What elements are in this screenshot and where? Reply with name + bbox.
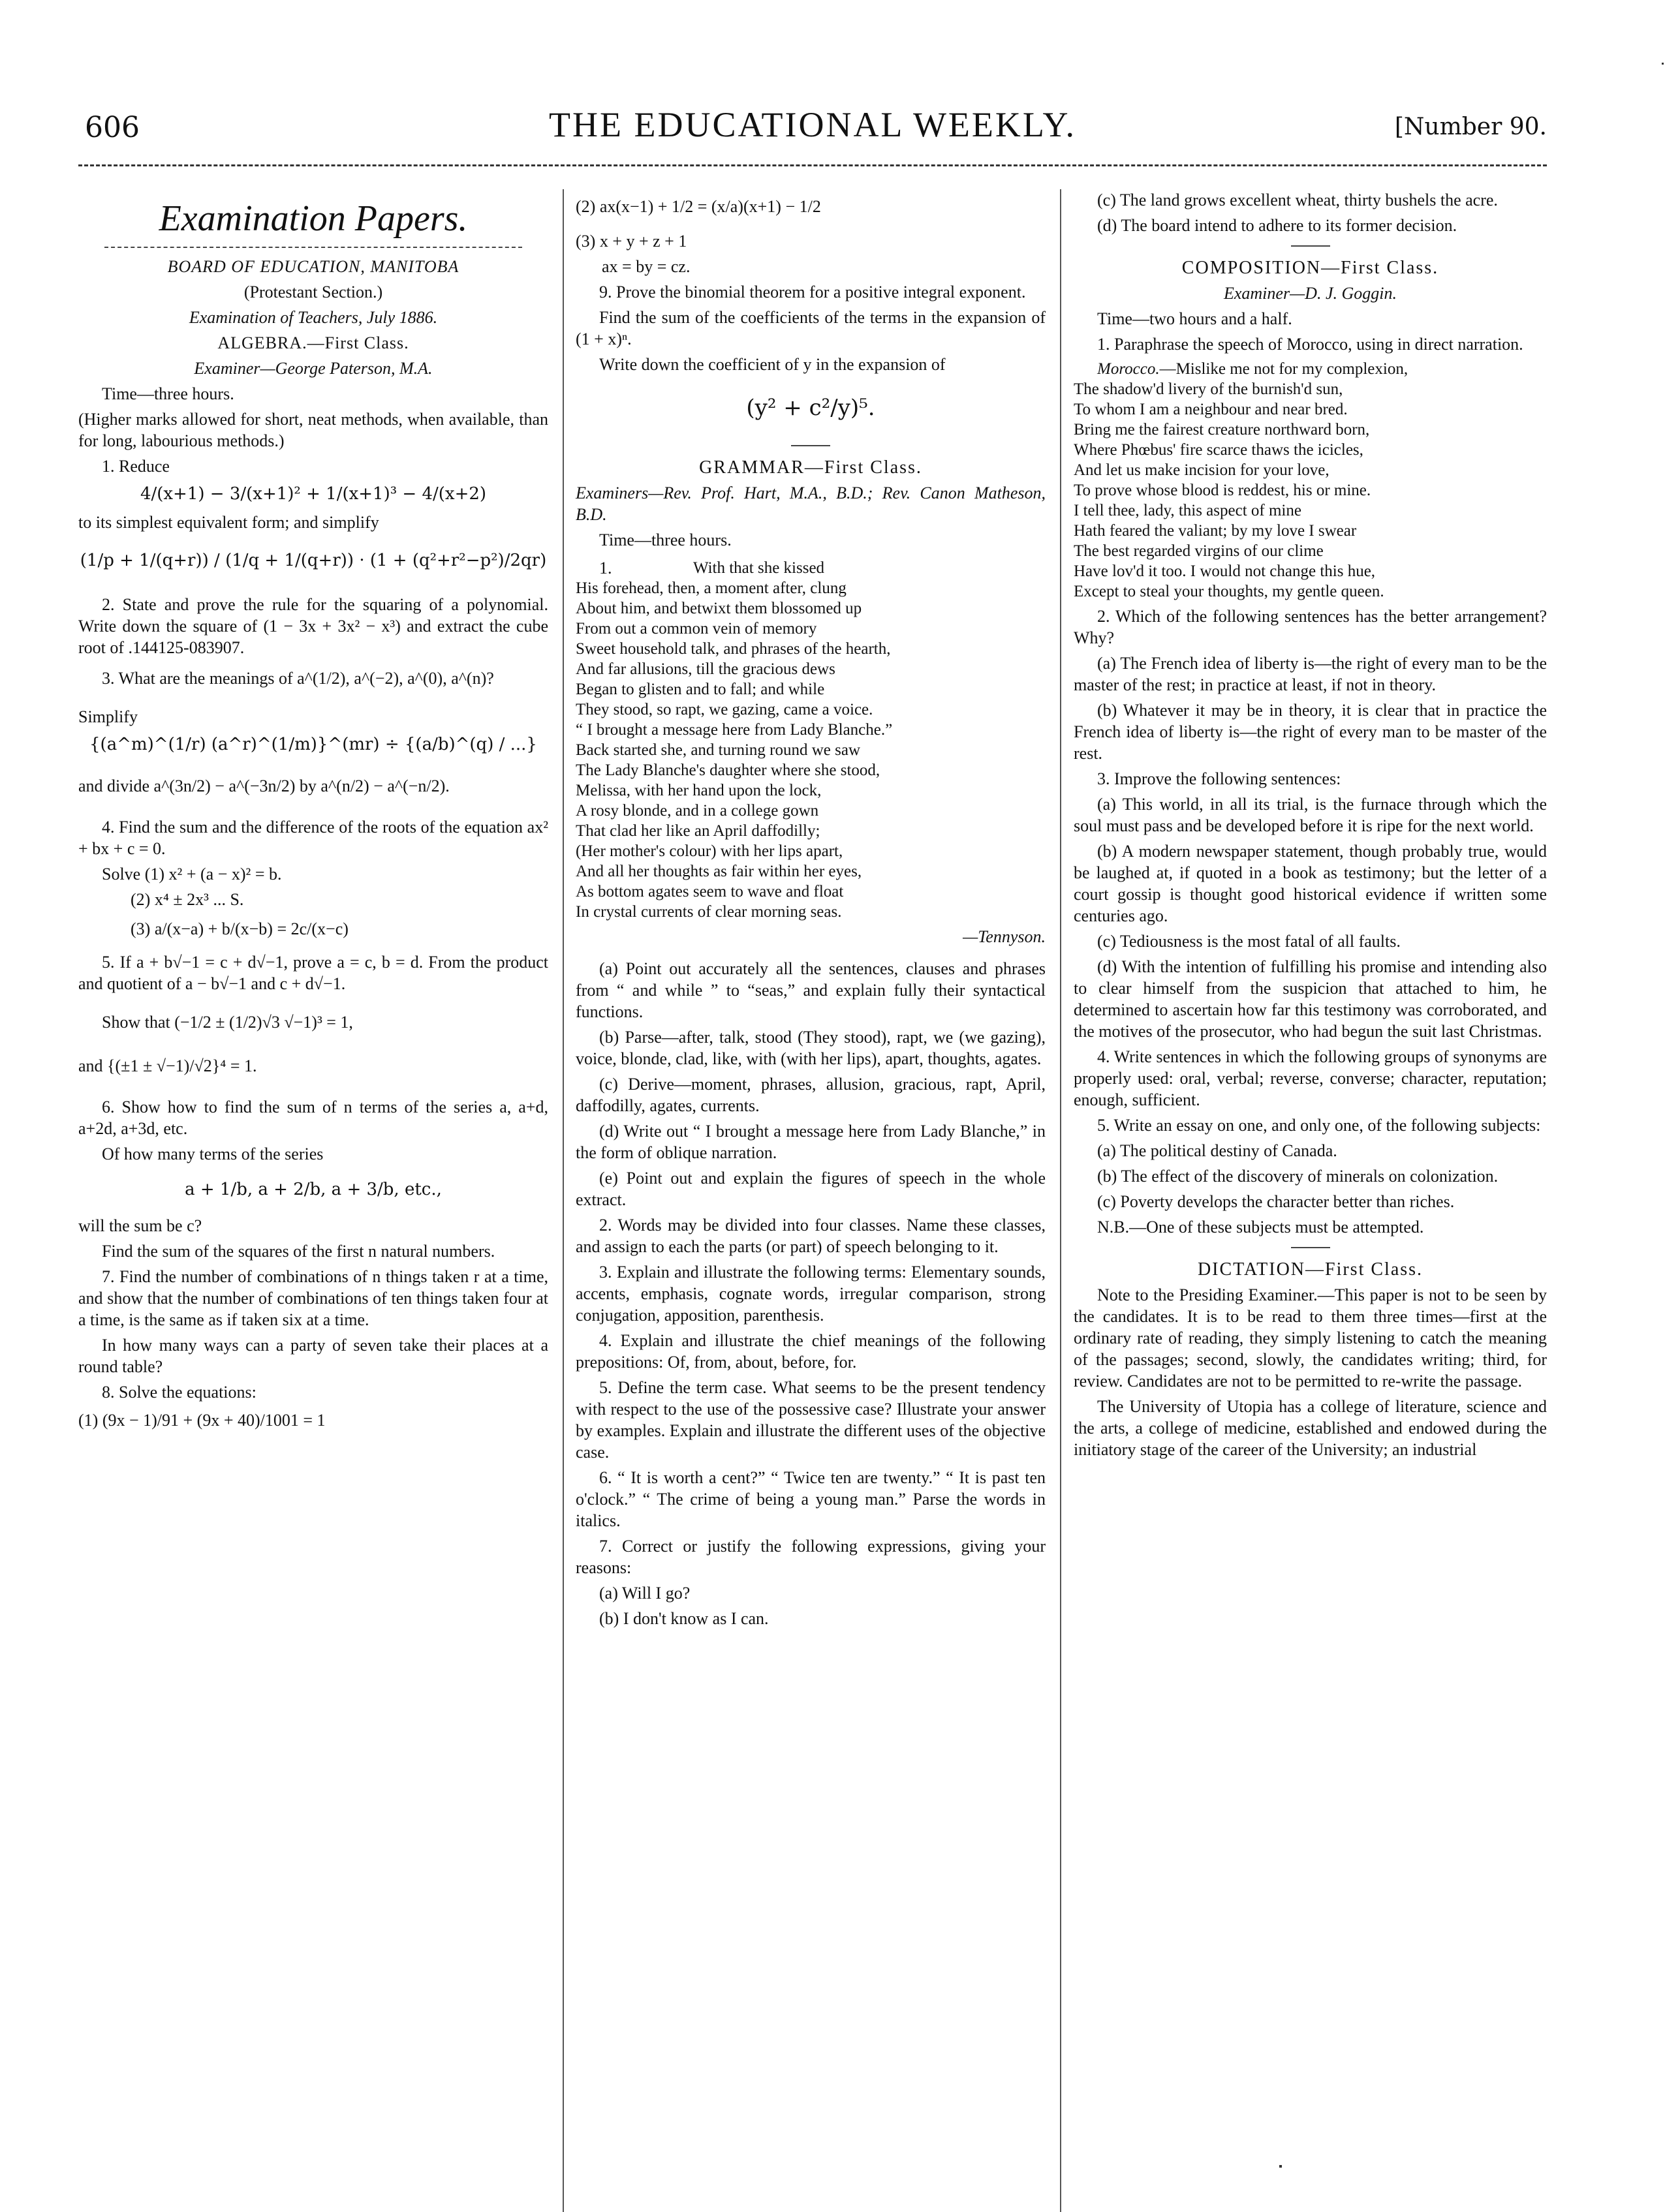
question: 2. Words may be divided into four classes. Name these classes, and assign to each the parts (or part) of speech belonging to it. bbox=[576, 1216, 1046, 1256]
question-text: Solve (1) x² + (a − x)² = b. bbox=[102, 865, 282, 883]
divider bbox=[104, 247, 522, 248]
column-2 bbox=[576, 189, 1046, 1633]
question: (d) Write out “ I brought a message here from Lady Blanche,” in the form of oblique narration. bbox=[576, 1122, 1046, 1162]
print-speck bbox=[1662, 63, 1664, 65]
question: 5. Define the term case. What seems to be the present tendency with respect to the use of the possessive case? Illustrate your answer by examples. Explain and illustrate the different uses of the objective case. bbox=[576, 1378, 1046, 1462]
subject-heading: ALGEBRA.—First Class. bbox=[217, 333, 409, 352]
note-text: Note to the Presiding Examiner.—This paper is not to be seen by the candidates. It is to be read to them three times—first at the ordinary rate of reading, they simply listening to catch the meaning of the passages; second, slowly, the candidates writing; third, for review. Candidates are not to be permitted to re-write the passage. bbox=[1074, 1285, 1547, 1390]
examiner-line: Examiner—George Paterson, M.A. bbox=[194, 359, 433, 378]
question-text: will the sum be c? bbox=[78, 1216, 202, 1235]
question-text: (b) The effect of the discovery of minerals on colonization. bbox=[1097, 1167, 1499, 1186]
poem-extract: With that she kissed His forehead, then, a moment after, clung About him, and betwixt them blossomed up From out a common vein of memory Sweet household talk, and phrases of the hearth, And far allusions, till the gracious dews Began to glisten and to fall; and while They stood, so rapt, we gazing, came a voice. “ I brought a message here from Lady Blanche.” Back started she, and turning round we saw The Lady Blanche's daughter where she stood, Melissa, with her hand upon the lock, A rosy blonde, and in a college gown That clad her like an April daffodilly; (Her mother's colour) with her lips apart, And all her thoughts as fair within her eyes, As bottom agates seem to wave and float In crystal currents of clear morning seas. bbox=[576, 559, 893, 921]
time-line: Time—three hours. bbox=[102, 384, 234, 403]
question: 7. Correct or justify the following expressions, giving your reasons: bbox=[576, 1537, 1046, 1577]
math-expression: (1/p + 1/(q+r)) / (1/q + 1/(q+r)) · (1 + (q²+r²−p²)/2qr) bbox=[80, 551, 547, 570]
note-text: N.B.—One of these subjects must be attempted. bbox=[1097, 1218, 1424, 1237]
print-speck bbox=[1279, 2165, 1282, 2168]
question-text: (c) The land grows excellent wheat, thirty bushels the acre. bbox=[1097, 191, 1498, 209]
time-line: Time—two hours and a half. bbox=[1097, 309, 1292, 328]
poem-attribution: —Tennyson. bbox=[963, 927, 1046, 946]
question: 9. Prove the binomial theorem for a positive integral exponent. bbox=[599, 283, 1026, 301]
note-text: (Higher marks allowed for short, neat methods, when available, than for long, labourious methods.) bbox=[78, 410, 548, 450]
question-text: (d) The board intend to adhere to its former decision. bbox=[1097, 216, 1457, 235]
question-text: to its simplest equivalent form; and simplify bbox=[78, 513, 379, 532]
math-expression: ax = by = cz. bbox=[602, 257, 691, 276]
column-divider bbox=[563, 189, 564, 2212]
question: (a) Point out accurately all the sentences, clauses and phrases from “ and while ” to “seas,” and explain fully their syntactical functions. bbox=[576, 959, 1046, 1021]
header-rule bbox=[78, 164, 1547, 166]
question-text: (a) Will I go? bbox=[599, 1584, 691, 1603]
question-text: (2) x⁴ ± 2x³ ... S. bbox=[131, 890, 244, 909]
question: 8. Solve the equations: bbox=[102, 1383, 257, 1402]
divider bbox=[791, 445, 830, 446]
section-heading: GRAMMAR—First Class. bbox=[699, 457, 922, 478]
section-heading: DICTATION—First Class. bbox=[1197, 1259, 1423, 1280]
board-heading: BOARD OF EDUCATION, MANITOBA bbox=[167, 257, 459, 276]
math-expression: (2) ax(x−1) + 1/2 = (x/a)(x+1) − 1/2 bbox=[576, 197, 821, 216]
math-expression: (3) x + y + z + 1 bbox=[576, 232, 687, 251]
question-text: (a) This world, in all its trial, is the furnace through which the soul must pass and be developed before it is ripe for the next world. bbox=[1074, 795, 1547, 835]
math-expression: (y² + c²/y)⁵. bbox=[746, 395, 875, 421]
examiner-line: Examiner—D. J. Goggin. bbox=[1223, 284, 1397, 303]
question: 2. State and prove the rule for the squaring of a polynomial. Write down the square of (1 − 3x + 3x² − x³) and extract the cube root of .144125-083907. bbox=[78, 595, 548, 657]
column-divider bbox=[1060, 189, 1061, 2212]
newspaper-page bbox=[78, 39, 1547, 2179]
dictation-passage: The University of Utopia has a college of literature, science and the arts, a college of medicine, established and endowed during the initiatory stage of the career of the University; an industrial bbox=[1074, 1397, 1547, 1459]
question: 1. Reduce bbox=[102, 457, 170, 476]
question: (c) Derive—moment, phrases, allusion, gracious, rapt, April, daffodilly, agates, currents. bbox=[576, 1075, 1046, 1115]
question: 3. What are the meanings of a^(1/2), a^(−2), a^(0), a^(n)? bbox=[102, 669, 494, 688]
poem-extract bbox=[1074, 359, 1547, 602]
divider bbox=[1291, 1247, 1330, 1248]
section-title: Examination Papers. bbox=[159, 198, 468, 239]
publication-title: THE EDUCATIONAL WEEKLY. bbox=[549, 105, 1076, 144]
section-heading: COMPOSITION—First Class. bbox=[1181, 258, 1439, 278]
question: 3. Explain and illustrate the following terms: Elementary sounds, accents, emphasis, cognate words, irregular comparison, strong conjugation, apposition, parenthesis. bbox=[576, 1263, 1046, 1325]
section-note: (Protestant Section.) bbox=[243, 283, 383, 301]
math-expression: a + 1/b, a + 2/b, a + 3/b, etc., bbox=[185, 1180, 442, 1199]
math-expression: Show that (−1/2 ± (1/2)√3 √−1)³ = 1, bbox=[102, 1013, 353, 1032]
question: 6. Show how to find the sum of n terms of the series a, a+d, a+2d, a+3d, etc. bbox=[78, 1098, 548, 1138]
question: 4. Find the sum and the difference of the roots of the equation ax² + bx + c = 0. bbox=[78, 818, 548, 858]
exam-line: Examination of Teachers, July 1886. bbox=[189, 308, 438, 327]
question: 7. Find the number of combinations of n things taken r at a time, and show that the number of combinations of ten things taken four at a time, is the same as if taken six at a time. bbox=[78, 1267, 548, 1329]
column-1 bbox=[78, 189, 548, 1435]
question: 2. Which of the following sentences has the better arrangement? Why? bbox=[1074, 607, 1547, 647]
question-text: Write down the coefficient of y in the expansion of bbox=[599, 355, 946, 374]
question-text: (c) Tediousness is the most fatal of all faults. bbox=[1097, 932, 1401, 951]
page-number: 606 bbox=[85, 111, 140, 144]
issue-number: [Number 90. bbox=[1394, 114, 1547, 140]
math-expression: and {(±1 ± √−1)/√2}⁴ = 1. bbox=[78, 1056, 257, 1075]
question: 5. If a + b√−1 = c + d√−1, prove a = c, b = d. From the product and quotient of a − b√−1 and c + d√−1. bbox=[78, 953, 548, 993]
math-expression: (3) a/(x−a) + b/(x−b) = 2c/(x−c) bbox=[131, 919, 349, 938]
question-text: Of how many terms of the series bbox=[102, 1144, 324, 1163]
question: 4. Explain and illustrate the chief meanings of the following prepositions: Of, from, about, before, for. bbox=[576, 1331, 1046, 1372]
question-text: Find the sum of the coefficients of the terms in the expansion of (1 + x)ⁿ. bbox=[576, 308, 1046, 348]
question: (e) Point out and explain the figures of speech in the whole extract. bbox=[576, 1169, 1046, 1209]
question-text: In how many ways can a party of seven take their places at a round table? bbox=[78, 1336, 548, 1376]
question: (b) Parse—after, talk, stood (They stood), rapt, we (we gazing), voice, blonde, clad, like, with (with her lips), apart, thoughts, agates. bbox=[576, 1028, 1046, 1068]
question: 5. Write an essay on one, and only one, of the following subjects: bbox=[1097, 1116, 1541, 1135]
question-text: (c) Poverty develops the character better than riches. bbox=[1097, 1192, 1455, 1211]
column-3 bbox=[1074, 189, 1547, 1464]
question-text: Find the sum of the squares of the first n natural numbers. bbox=[102, 1242, 495, 1261]
question-text: (b) A modern newspaper statement, though probably true, would be laughed at, if quoted in a book as testimony; but the letter of a court gossip is thought good historical evidence if written some centuries ago. bbox=[1074, 842, 1547, 925]
question-text: (b) Whatever it may be in theory, it is clear that in practice the French idea of liberty is—the right of every man to be master of the rest. bbox=[1074, 701, 1547, 763]
question-number: 1. bbox=[599, 559, 612, 577]
speaker-label: Morocco. bbox=[1097, 360, 1160, 378]
question-text: and divide a^(3n/2) − a^(−3n/2) by a^(n/2) − a^(−n/2). bbox=[78, 776, 450, 795]
question: 6. “ It is worth a cent?” “ Twice ten are twenty.” “ It is past ten o'clock.” “ The crime of being a young man.” Parse the words in italics. bbox=[576, 1468, 1046, 1530]
question: 4. Write sentences in which the following groups of synonyms are properly used: oral, verbal; reverse, converse; character, reputation; enough, sufficient. bbox=[1074, 1047, 1547, 1109]
math-expression: {(a^m)^(1/r) (a^r)^(1/m)}^(mr) ÷ {(a/b)^(q) / ...} bbox=[89, 735, 537, 754]
question-text: (a) The political destiny of Canada. bbox=[1097, 1141, 1337, 1160]
poem-text: —Mislike me not for my complexion, The shadow'd livery of the burnish'd sun, To whom I am a neighbour and near bred. Bring me the fairest creature northward born, Where Phœbus' fire scarce thaws the icicles, And let us make incision for your love, To prove whose blood is reddest, his or mine. I tell thee, lady, this aspect of mine Hath feared the valiant; by my love I swear The best regarded virgins of our clime Have lov'd it too. I would not change this hue, Except to steal your thoughts, my gentle queen. bbox=[1074, 360, 1408, 600]
examiner-line: Examiners—Rev. Prof. Hart, M.A., B.D.; Rev. Canon Matheson, B.D. bbox=[576, 484, 1046, 524]
math-expression: (1) (9x − 1)/91 + (9x + 40)/1001 = 1 bbox=[78, 1411, 326, 1430]
divider bbox=[1291, 245, 1330, 247]
time-line: Time—three hours. bbox=[599, 530, 732, 549]
math-expression: 4/(x+1) − 3/(x+1)² + 1/(x+1)³ − 4/(x+2) bbox=[140, 484, 487, 504]
question-text: (d) With the intention of fulfilling his promise and intending also to clear himself from the suspicion that attached to him, he determined to ascertain how far this testimony was corroborated, and the motives of the prosecutor, who had begun the suit last Christmas. bbox=[1074, 957, 1547, 1041]
page-header bbox=[78, 104, 1547, 163]
question: 3. Improve the following sentences: bbox=[1097, 769, 1341, 788]
question-text: Simplify bbox=[78, 707, 138, 726]
question-text: (b) I don't know as I can. bbox=[599, 1609, 769, 1628]
question: 1. Paraphrase the speech of Morocco, using in direct narration. bbox=[1097, 335, 1523, 354]
question-text: (a) The French idea of liberty is—the right of every man to be the master of the rest; in practice at least, if not in theory. bbox=[1074, 654, 1547, 694]
